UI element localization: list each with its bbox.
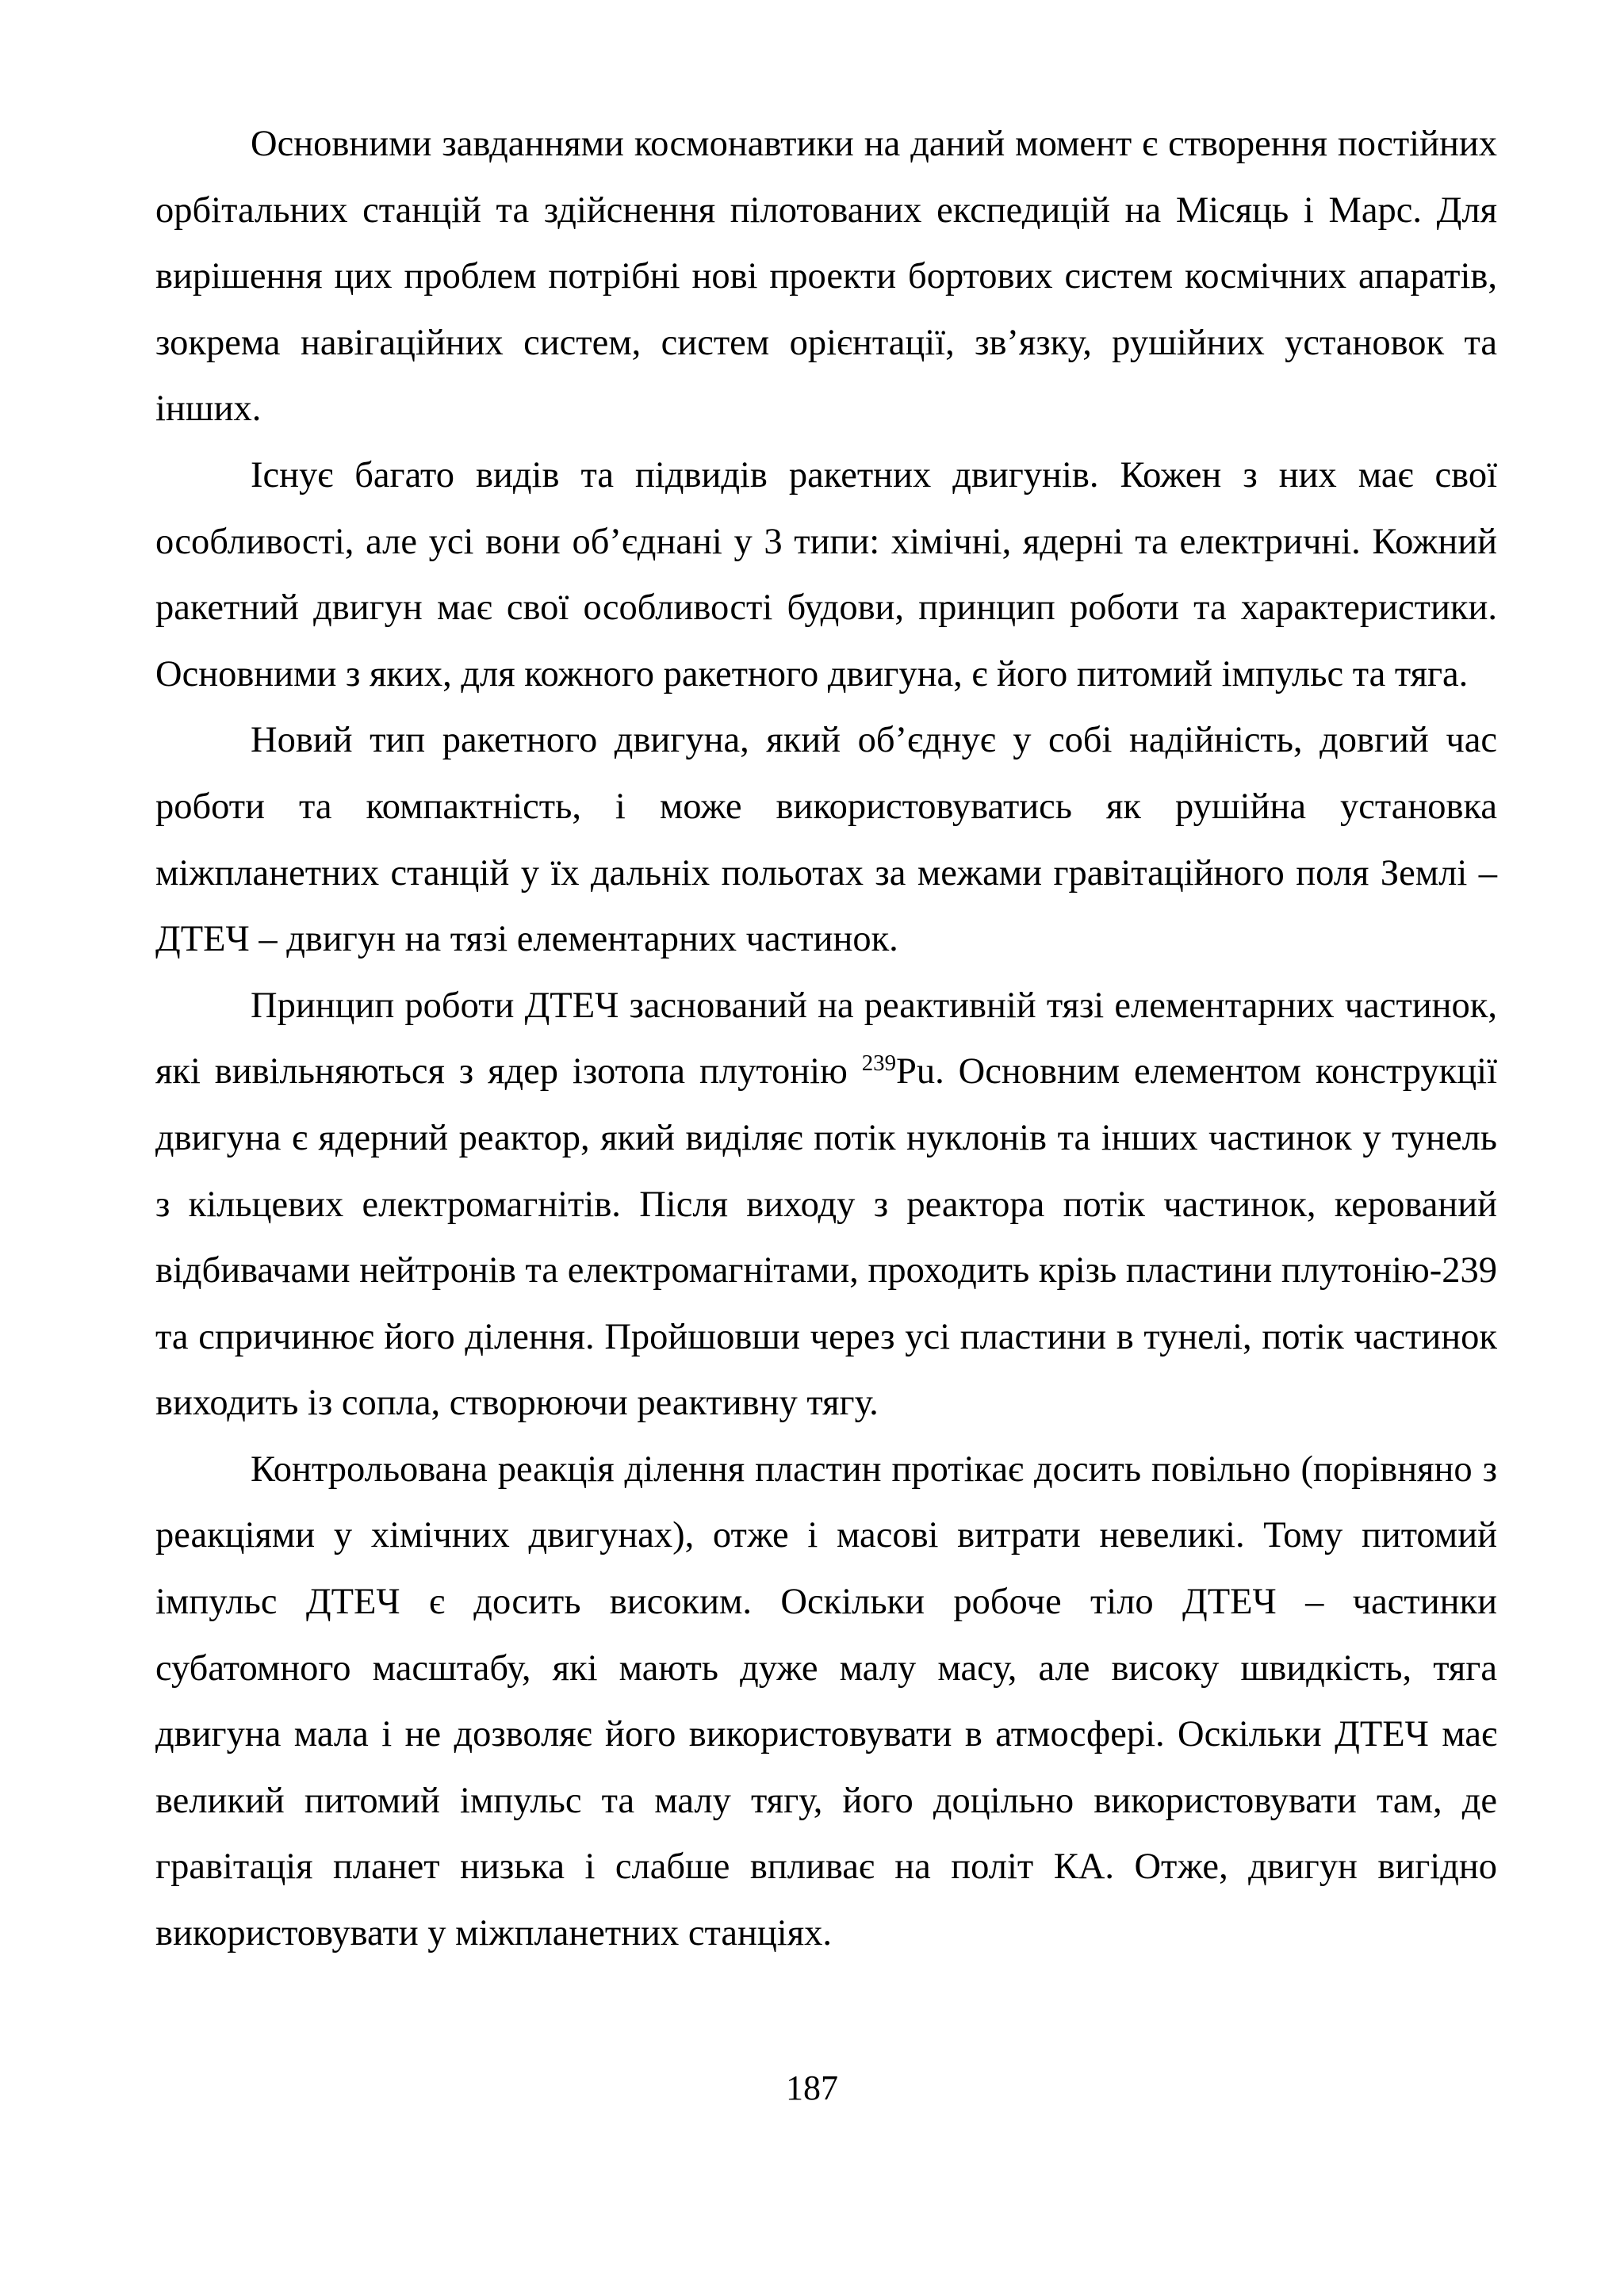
document-body — [155, 111, 1497, 1967]
isotope-mass-number: 239 — [861, 1050, 896, 1077]
paragraph-2: Існує багато видів та підвидів ракетних двигунів. Кожен з них має свої особливості, але усі вони об’єднані у 3 типи: хімічні, ядерні та електричні. Кожний ракетний двигун має свої особливості будови, принцип роботи та характеристики. Основними з яких, для кожного ракетного двигуна, є його питомий імпульс та тяга. — [155, 454, 1497, 695]
paragraph-4-text-before: Принцип роботи ДТЕЧ заснований на реактивній тязі елементарних частинок, які вивільняються з ядер ізотопа плутонію — [155, 985, 1497, 1093]
paragraph-4-text-after: Pu. Основним елементом конструкції двигуна є ядерний реактор, який виділяє потік нуклонів та інших частинок у тунель з кільцевих електромагнітів. Після виходу з реактора потік частинок, керований відбивачами нейтронів та електромагнітами, проходить крізь пластини плутонію-239 та спричинює його ділення. Пройшовши через усі пластини в тунелі, потік частинок виходить із сопла, створюючи реактивну тягу. — [155, 1051, 1497, 1424]
paragraph-3: Новий тип ракетного двигуна, який об’єднує у собі надійність, довгий час роботи та компактність, і може використовуватись як рушійна установка міжпланетних станцій у їх дальніх польотах за межами гравітаційного поля Землі – ДТЕЧ – двигун на тязі елементарних частинок. — [155, 720, 1497, 960]
paragraph-4 — [155, 973, 1497, 1437]
page-number: 187 — [786, 2068, 838, 2107]
paragraph-1: Основними завданнями космонавтики на даний момент є створення постійних орбітальних станцій та здійснення пілотованих експедицій на Місяць і Марс. Для вирішення цих проблем потрібні нові проекти бортових систем космічних апаратів, зокрема навігаційних систем, систем орієнтації, зв’язку, рушійних установок та інших. — [155, 124, 1497, 430]
paragraph-5: Контрольована реакція ділення пластин протікає досить повільно (порівняно з реакціями у хімічних двигунах), отже і масові витрати невеликі. Тому питомий імпульс ДТЕЧ є досить високим. Оскільки робоче тіло ДТЕЧ – частинки субатомного масштабу, які мають дуже малу масу, але високу швидкість, тяга двигуна мала і не дозволяє його використовувати в атмосфері. Оскільки ДТЕЧ має великий питомий імпульс та малу тягу, його доцільно використовувати там, де гравітація планет низька і слабше впливає на політ КА. Отже, двигун вигідно використовувати у міжпланетних станціях. — [155, 1448, 1497, 1954]
